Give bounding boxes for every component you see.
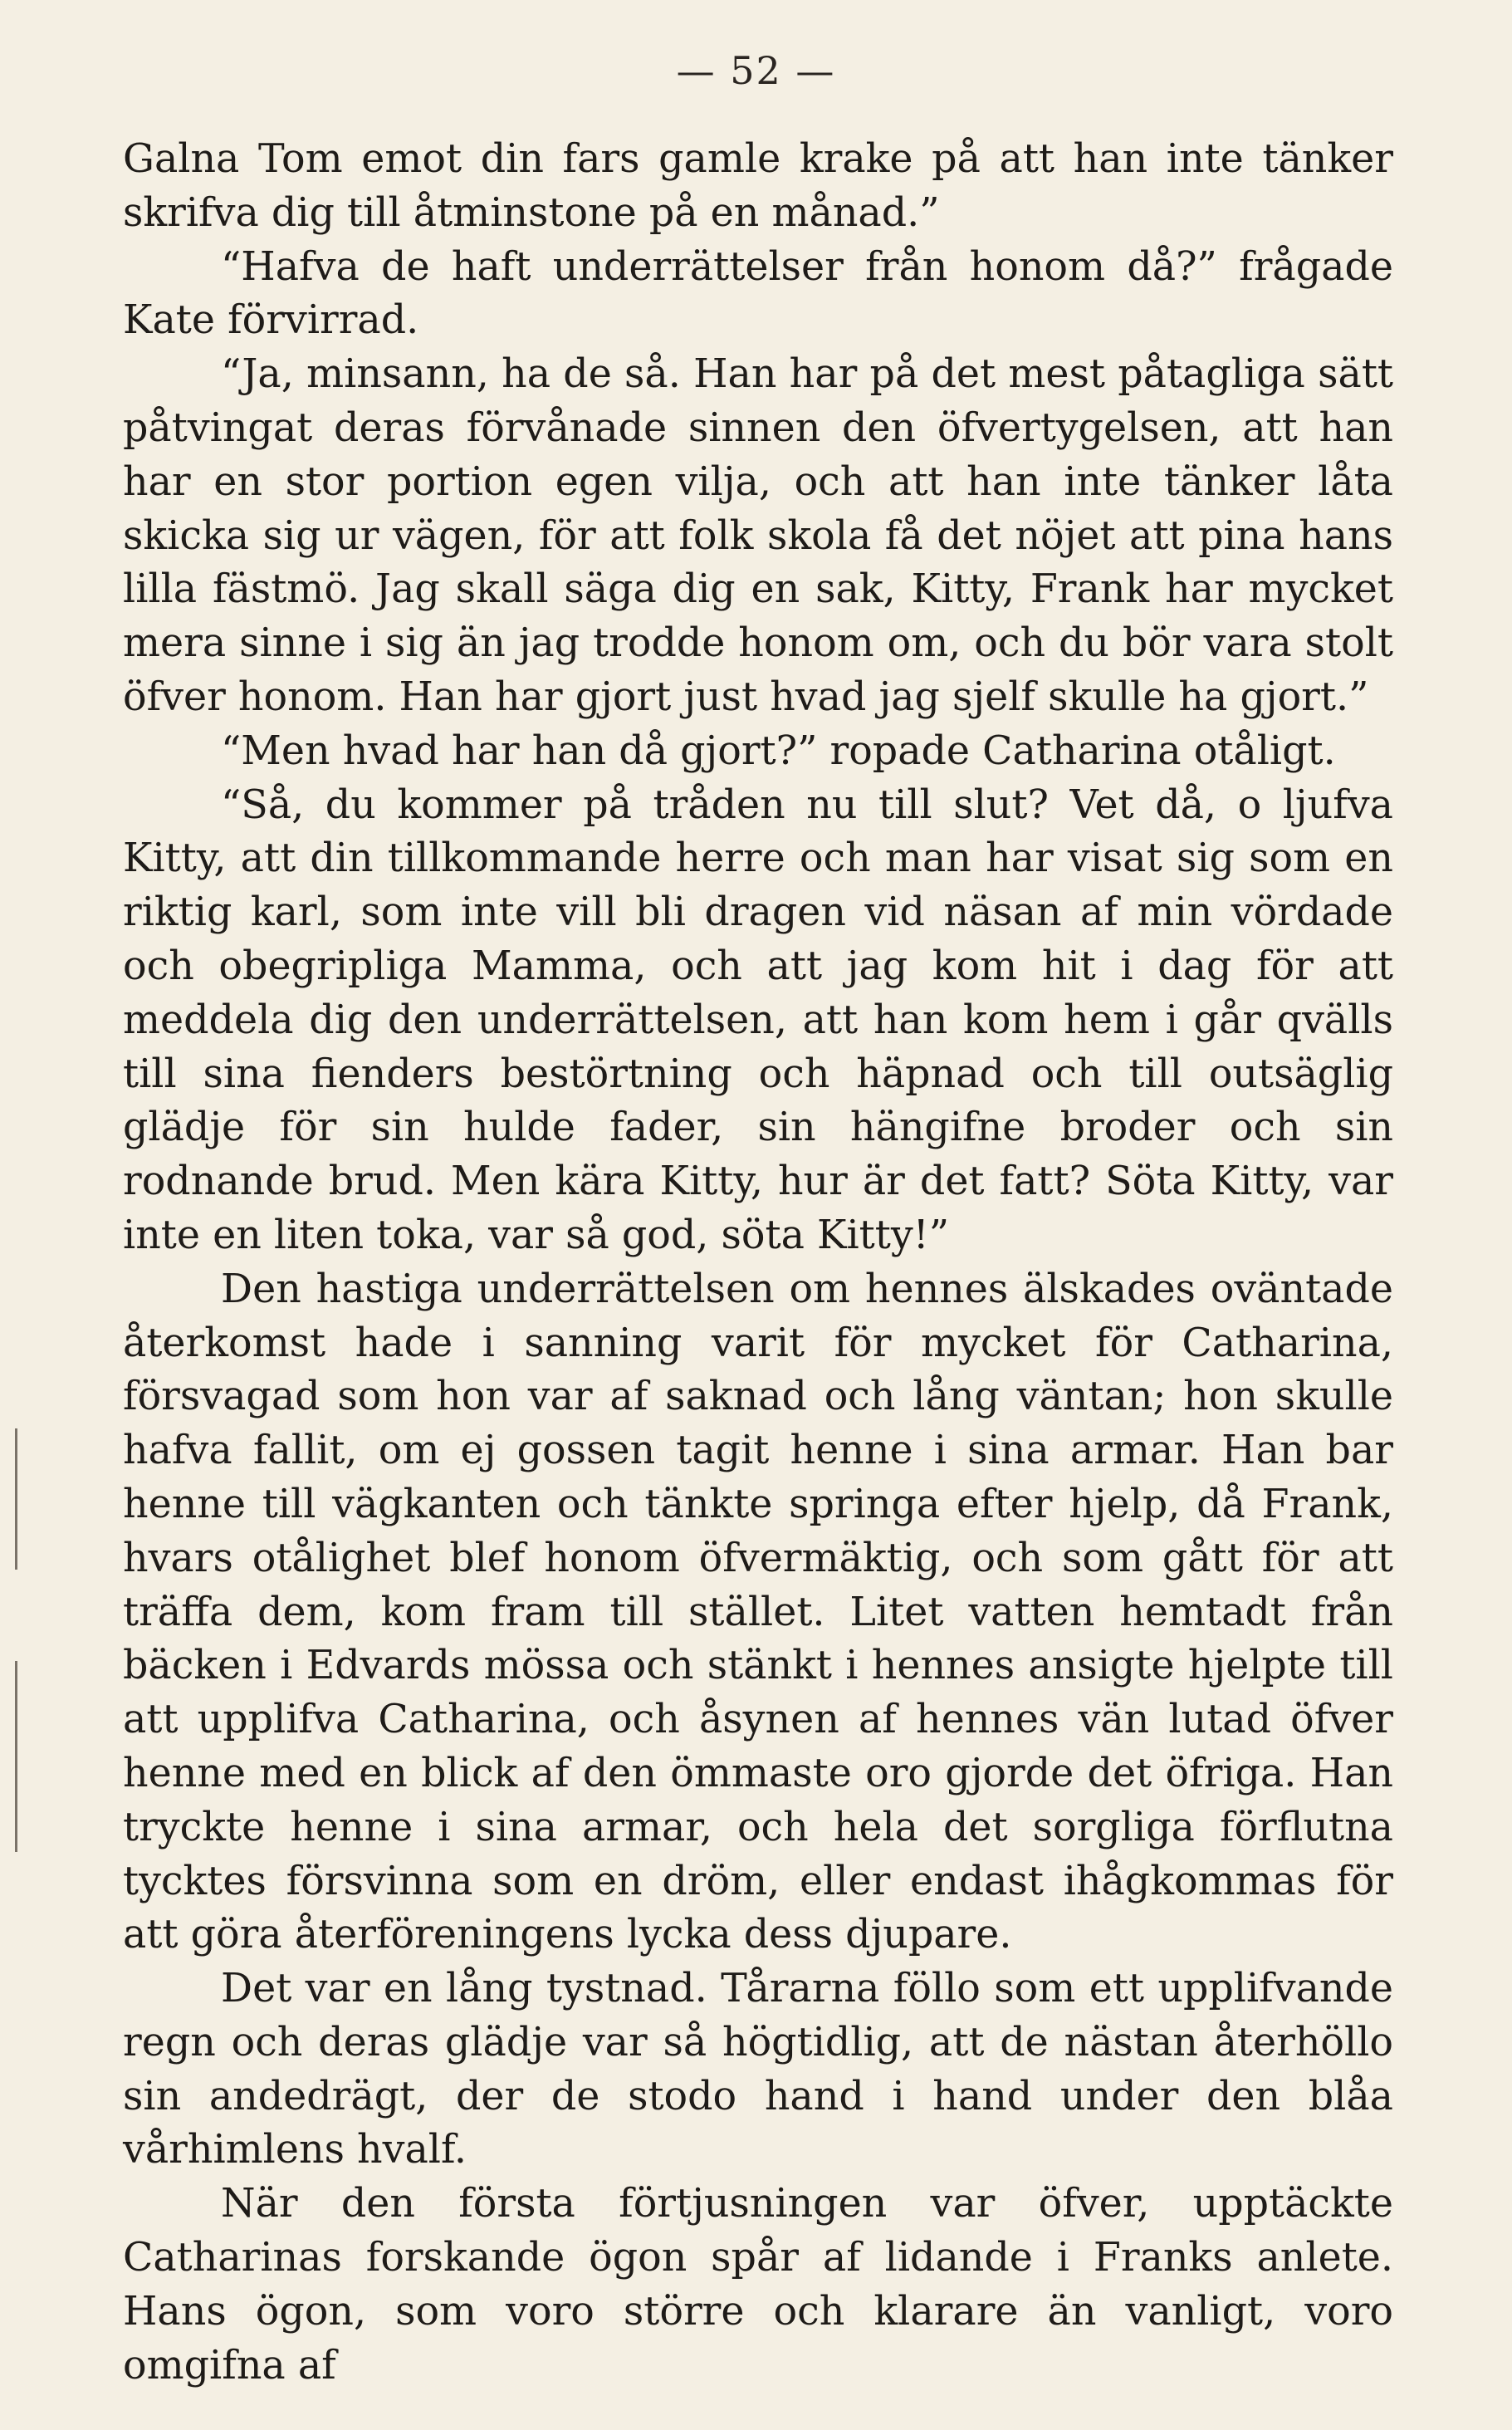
page-edge-mark [15, 1661, 17, 1852]
paragraph-4: “Men hvad har han då gjort?” ropade Catharina otåligt. [221, 728, 1336, 774]
paragraph-1: Galna Tom emot din fars gamle krake på att han inte tänker skrifva dig till åtminstone på en månad.” [123, 136, 1393, 236]
page-edge-mark [15, 1428, 17, 1570]
paragraph-8: När den första förtjusningen var öfver, upptäckte Catharinas forskande ögon spår af lidande i Franks anlete. Hans ögon, som voro större och klarare än vanligt, voro omgifna af [123, 2181, 1393, 2388]
page-body-text [123, 133, 1393, 2393]
paragraph-6: Den hastiga underrättelsen om hennes älskades oväntade återkomst hade i sanning varit för mycket för Catharina, försvagad som hon var af saknad och lång väntan; hon skulle hafva fallit, om ej gossen tagit henne i sina armar. Han bar henne till vägkanten och tänkte springa efter hjelp, då Frank, hvars otålighet blef honom öfvermäktig, och som gått för att träffa dem, kom fram till stället. Litet vatten hemtadt från bäcken i Edvards mössa och stänkt i hennes ansigte hjelpte till att upplifva Catharina, och åsynen af hennes vän lutad öfver henne med en blick af den ömmaste oro gjorde det öfriga. Han tryckte henne i sina armar, och hela det sorgliga förflutna tycktes försvinna som en dröm, eller endast ihågkommas för att göra återföreningens lycka dess djupare. [123, 1266, 1393, 1958]
paragraph-3: “Ja, minsann, ha de så. Han har på det mest påtagliga sätt påtvingat deras förvånade sinnen den öfvertygelsen, att han har en stor portion egen vilja, och att han inte tänker låta skicka sig ur vägen, för att folk skola få det nöjet att pina hans lilla fästmö. Jag skall säga dig en sak, Kitty, Frank har mycket mera sinne i sig än jag trodde honom om, och du bör vara stolt öfver honom. Han har gjort just hvad jag sjelf skulle ha gjort.” [123, 351, 1393, 720]
paragraph-7: Det var en lång tystnad. Tårarna föllo som ett upplifvande regn och deras glädje var så högtidlig, att de nästan återhöllo sin andedrägt, der de stodo hand i hand under den blåa vårhimlens hvalf. [123, 1966, 1393, 2173]
paragraph-2: “Hafva de haft underrättelser från honom då?” frågade Kate förvirrad. [123, 243, 1393, 344]
paragraph-5: “Så, du kommer på tråden nu till slut? Vet då, o ljufva Kitty, att din tillkommande herre och man har visat sig som en riktig karl, som inte vill bli dragen vid näsan af min vördade och obegripliga Mamma, och att jag kom hit i dag för att meddela dig den underrättelsen, att han kom hem i går qvälls till sina fienders bestörtning och häpnad och till outsäglig glädje för sin hulde fader, sin hängifne broder och sin rodnande brud. Men kära Kitty, hur är det fatt? Söta Kitty, var inte en liten toka, var så god, söta Kitty!” [123, 781, 1393, 1258]
page-number: — 52 — [676, 48, 836, 93]
